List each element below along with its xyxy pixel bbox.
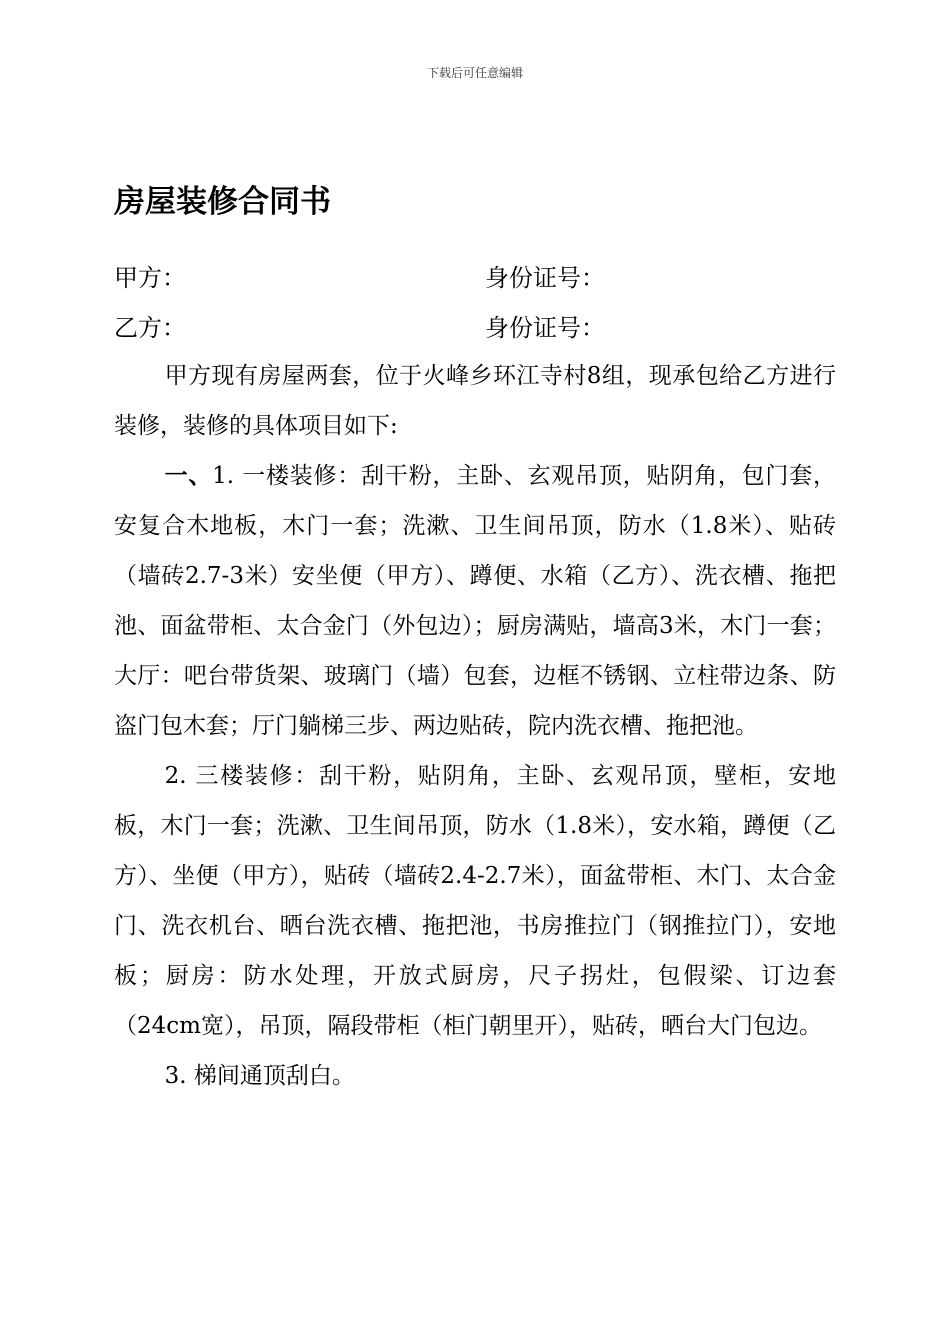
- item-paragraph-1: [114, 451, 836, 751]
- document-title: 房屋装修合同书: [114, 184, 331, 220]
- intro-paragraph: 甲方现有房屋两套，位于火峰乡环江寺村8组，现承包给乙方进行装修，装修的具体项目如下:: [114, 363, 836, 439]
- item-paragraph-2: [114, 751, 836, 1051]
- party-b-row: [114, 308, 854, 342]
- party-a-id-label: 身份证号：: [485, 264, 605, 292]
- item-text: 1. 一楼装修：刮干粉，主卧、玄观吊顶，贴阴角，包门套，安复合木地板，木门一套；洗漱、卫生间吊顶，防水（1.8米）、贴砖（墙砖2.7-3米）安坐便（甲方）、蹲便、水箱（乙方）、洗衣槽、拖把池、面盆带柜、太合金门（外包边）；厨房满贴，墙高3米，木门一套；大厅：吧台带货架、玻璃门（墙）包套，边框不锈钢、立柱带边条、防盗门包木套；厅门躺梯三步、两边贴砖，院内洗衣槽、拖把池。: [114, 463, 837, 739]
- party-a-row: [114, 258, 854, 292]
- item-text: 2. 三楼装修：刮干粉，贴阴角，主卧、玄观吊顶，壁柜，安地板，木门一套；洗漱、卫生间吊顶，防水（1.8米），安水箱，蹲便（乙方）、坐便（甲方），贴砖（墙砖2.4-2.7米），面盆带柜、木门、太合金门、洗衣机台、晒台洗衣槽、拖把池，书房推拉门（钢推拉门），安地板；厨房：防水处理，开放式厨房，尺子拐灶，包假梁、订边套（24cm宽），吊顶，隔段带柜（柜门朝里开），贴砖，晒台大门包边。: [114, 763, 836, 1039]
- item-paragraph-3: [114, 1051, 836, 1101]
- party-b-id-label: 身份证号：: [485, 314, 605, 342]
- item-text: 3. 梯间通顶刮白。: [164, 1063, 355, 1089]
- header-note: 下载后可任意编辑: [426, 66, 523, 80]
- item-prefix: 一、: [164, 462, 213, 489]
- party-a-label: 甲方：: [114, 264, 186, 292]
- contract-body: [114, 351, 836, 1101]
- party-b-label: 乙方：: [114, 314, 186, 342]
